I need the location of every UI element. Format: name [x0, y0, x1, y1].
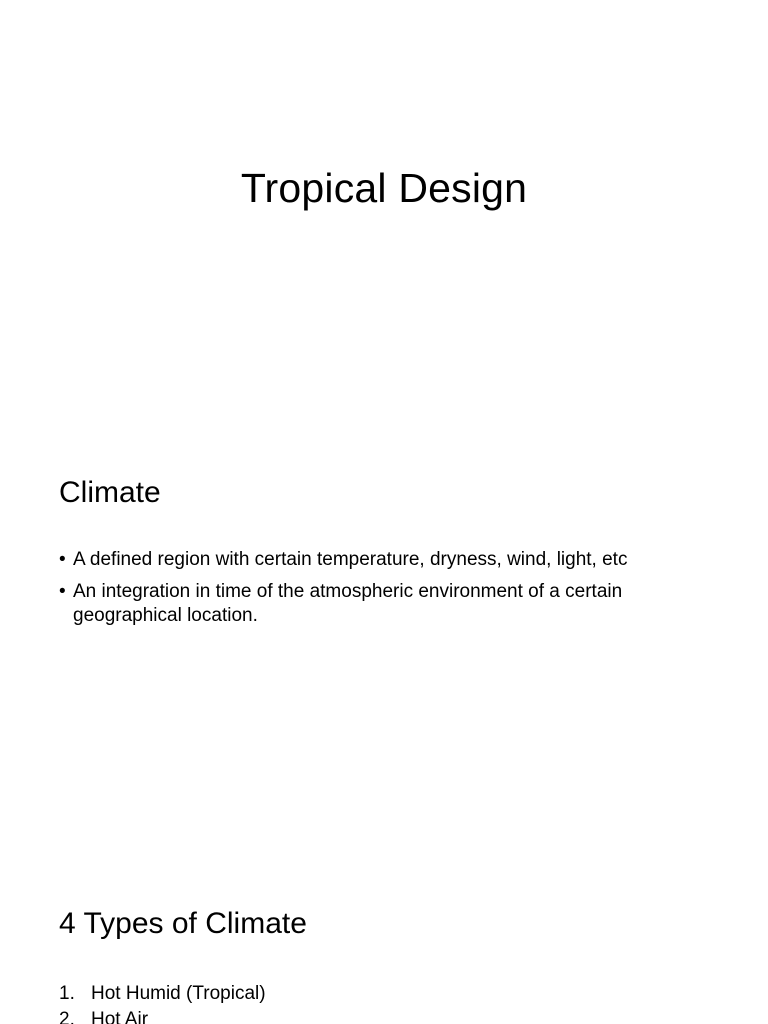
list-item — [59, 580, 719, 628]
list-item-text: Hot Air — [91, 1009, 149, 1024]
slide-title-text: Tropical Design — [240, 165, 528, 211]
bullet-icon: • — [59, 549, 66, 570]
bullet-list — [59, 548, 719, 636]
bullet-icon: • — [59, 581, 66, 602]
slide-title — [0, 0, 768, 432]
slide-heading: 4 Types of Climate — [59, 907, 307, 940]
slide-climate-types — [0, 864, 768, 1024]
list-item — [59, 548, 719, 572]
bullet-text: A defined region with certain temperature, dryness, wind, light, etc — [73, 549, 628, 570]
bullet-text: An integration in time of the atmospheric environment of a certain geographical location. — [73, 581, 623, 626]
numbered-list — [59, 982, 719, 1024]
list-number: 2. — [59, 1009, 75, 1024]
list-item — [59, 1008, 719, 1024]
list-item — [59, 982, 719, 1006]
list-number: 1. — [59, 983, 75, 1004]
list-item-text: Hot Humid (Tropical) — [91, 983, 266, 1004]
slide-heading: Climate — [59, 476, 161, 509]
slide-climate — [0, 432, 768, 864]
